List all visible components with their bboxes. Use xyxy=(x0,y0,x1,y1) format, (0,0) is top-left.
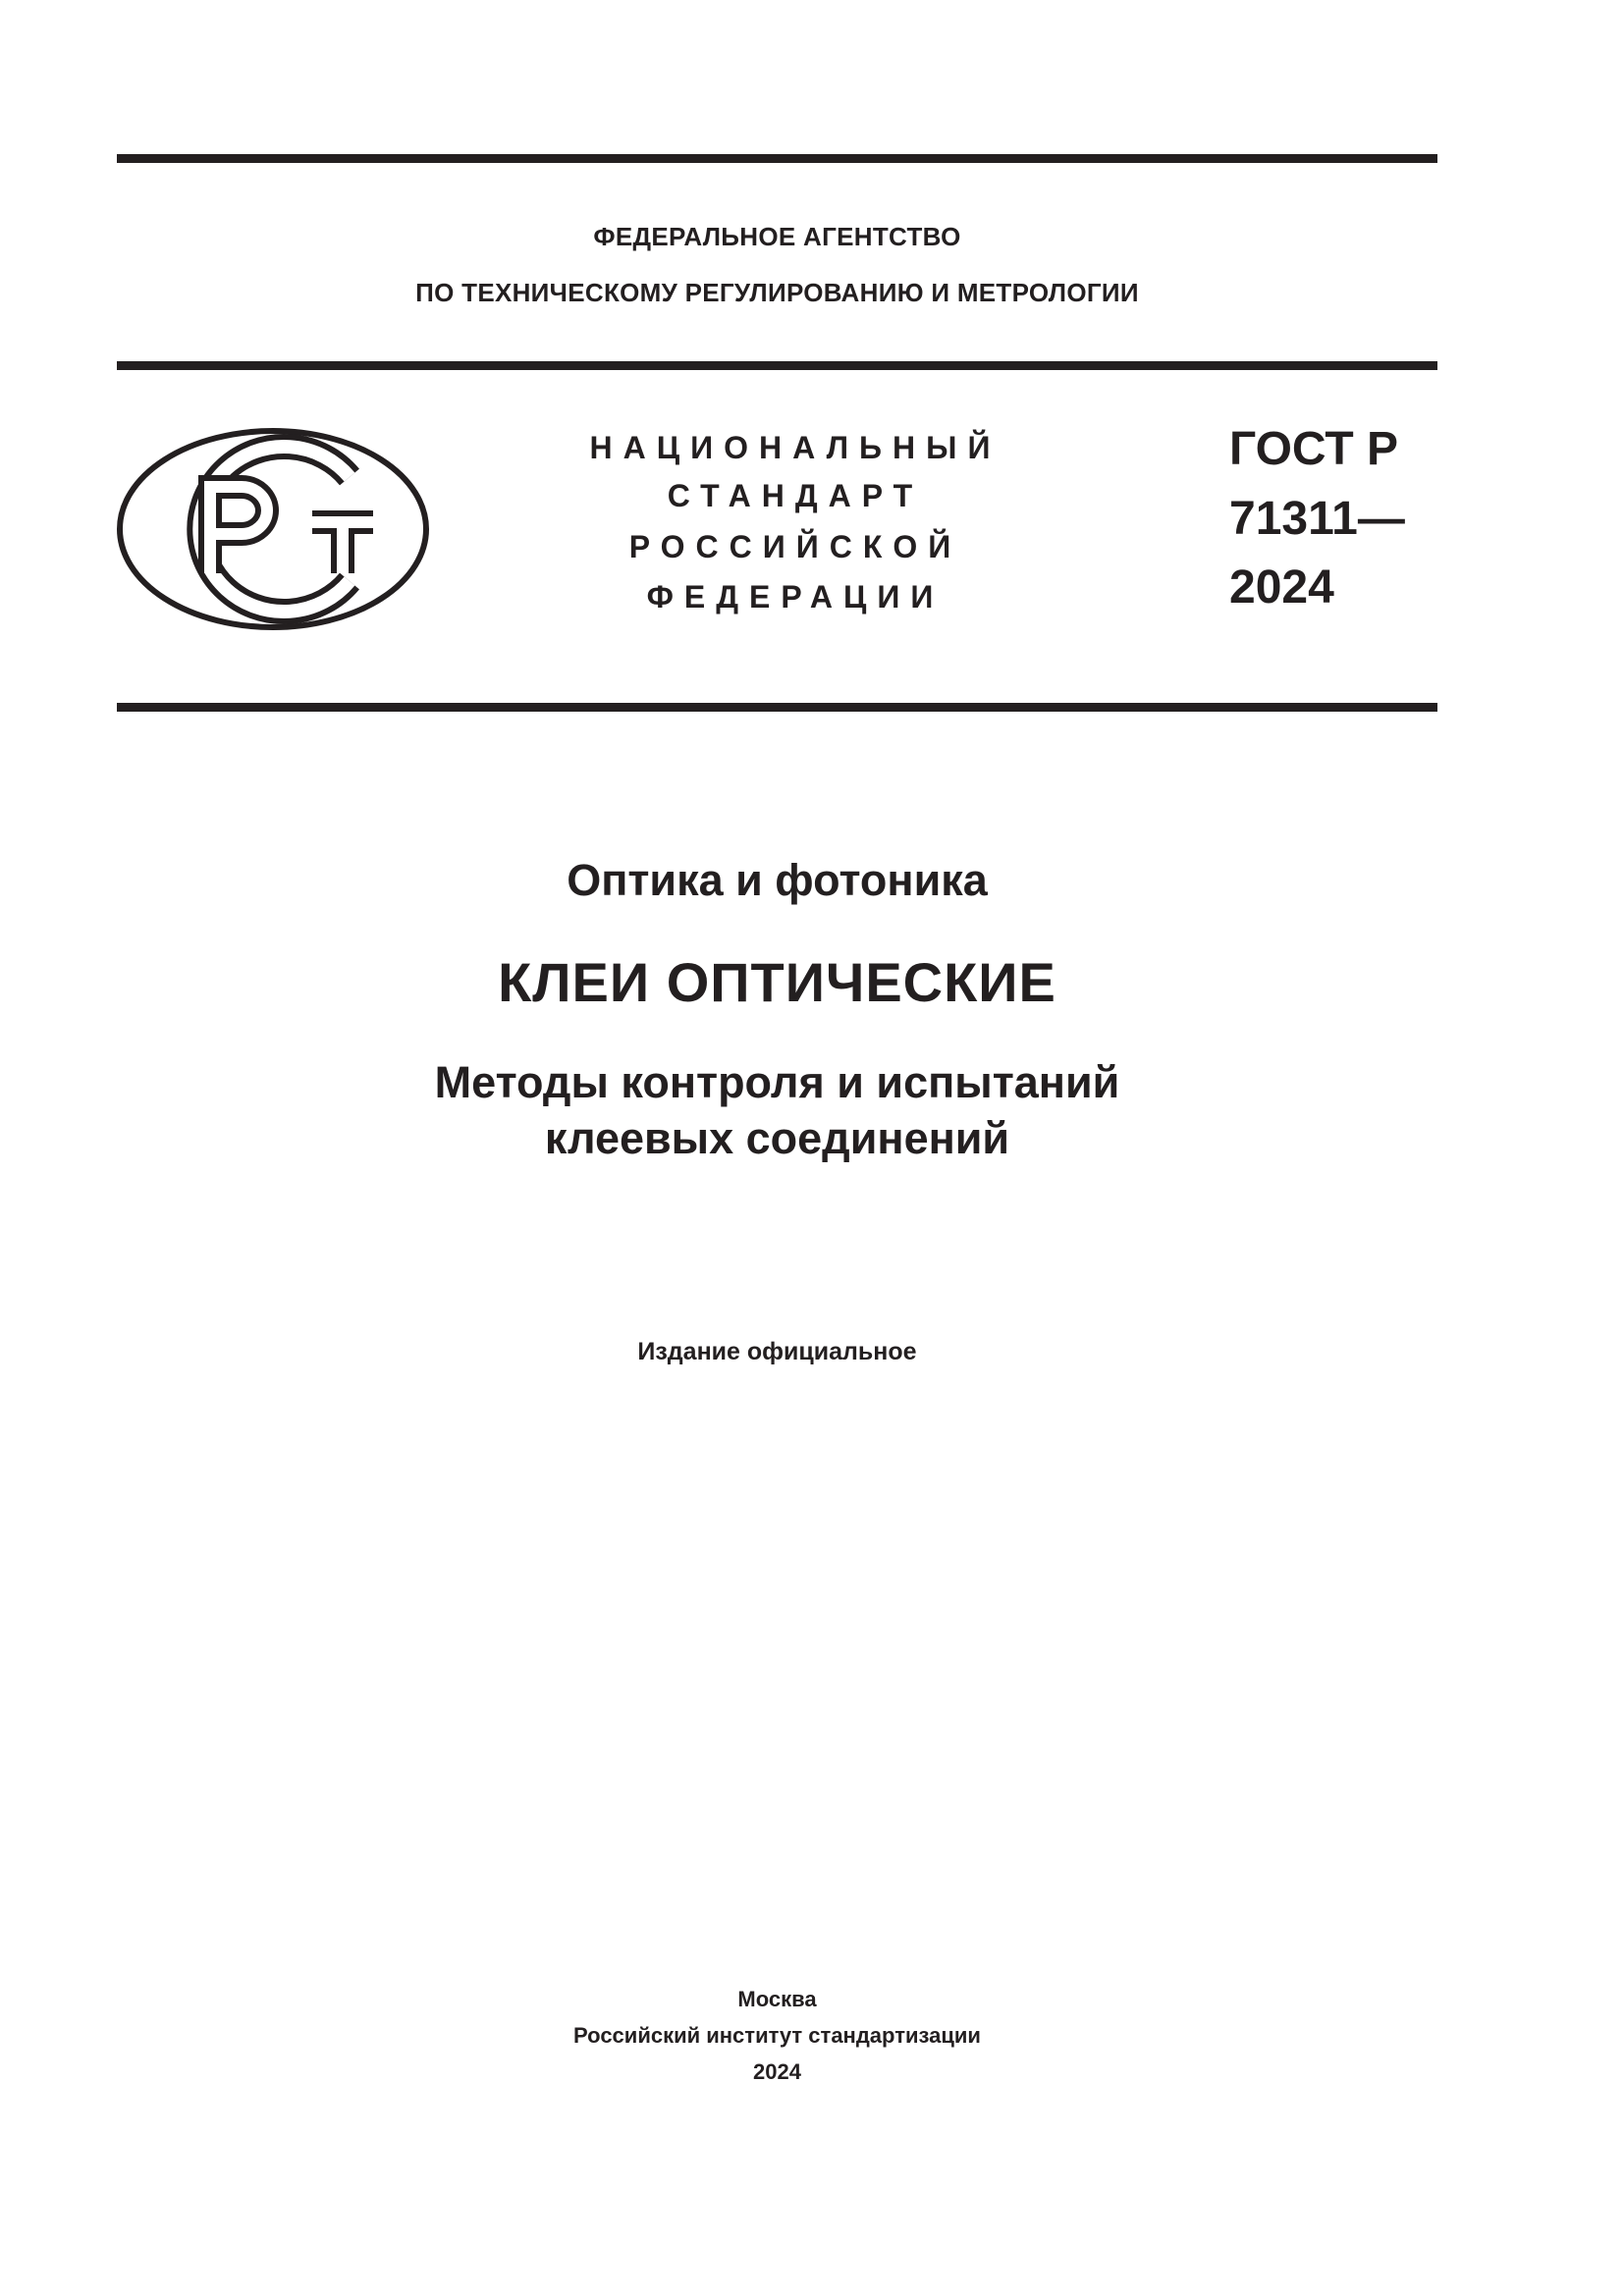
header-rule xyxy=(117,361,1437,370)
agency-line-1: ФЕДЕРАЛЬНОЕ АГЕНТСТВО xyxy=(593,222,961,251)
imprint-city: Москва xyxy=(737,1987,817,2011)
top-rule xyxy=(117,154,1437,163)
edition-label: Издание официальное xyxy=(637,1338,917,1365)
standard-code-line-2: 71311— xyxy=(1229,493,1405,545)
agency-line-2: ПО ТЕХНИЧЕСКОМУ РЕГУЛИРОВАНИЮ И МЕТРОЛОГИИ xyxy=(415,278,1139,307)
national-line-1: НАЦИОНАЛЬНЫЙ xyxy=(589,430,1001,465)
rst-logo-icon xyxy=(116,426,430,632)
national-line-2: СТАНДАРТ xyxy=(667,478,924,513)
imprint-year: 2024 xyxy=(753,2059,801,2084)
document-title: КЛЕИ ОПТИЧЕСКИЕ xyxy=(498,951,1056,1013)
standard-code-line-3: 2024 xyxy=(1229,561,1334,614)
document-subtitle-line-2: клеевых соединений xyxy=(544,1113,1010,1163)
national-line-4: ФЕДЕРАЦИИ xyxy=(646,579,945,614)
document-subtitle-line-1: Методы контроля и испытаний xyxy=(434,1057,1120,1107)
imprint-publisher: Российский институт стандартизации xyxy=(573,2023,981,2048)
standard-rule xyxy=(117,703,1437,712)
document-category: Оптика и фотоника xyxy=(567,855,988,905)
standard-code-line-1: ГОСТ Р xyxy=(1229,423,1399,475)
national-line-3: РОССИЙСКОЙ xyxy=(628,529,962,564)
